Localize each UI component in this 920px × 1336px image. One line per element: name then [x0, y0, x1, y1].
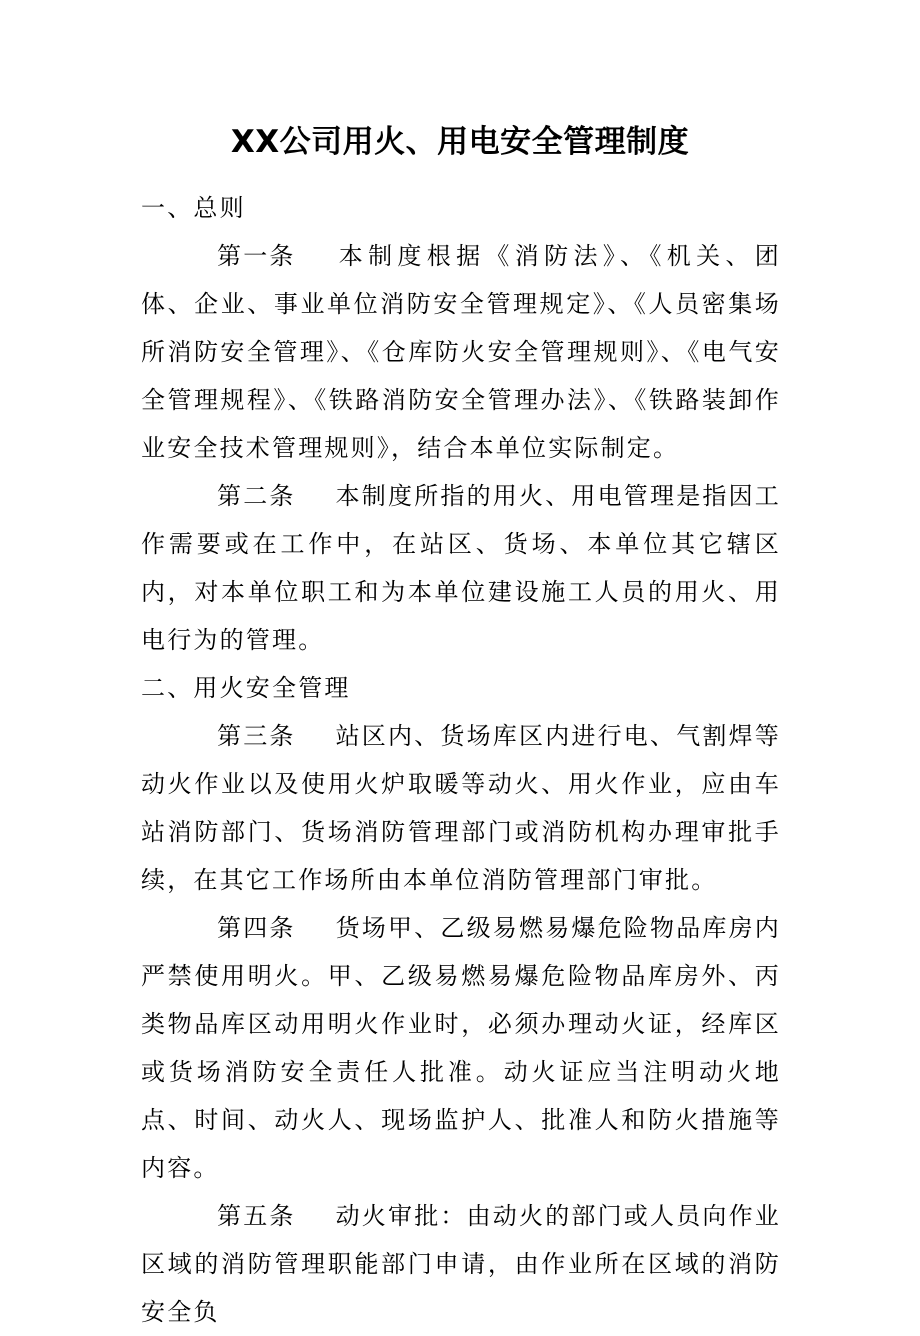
section-heading-general: 一、总则 — [141, 194, 246, 222]
article-text: 本制度所指的用火、用电管理是指因工作需要或在工作中，在站区、货场、本单位其它辖区内，对本单位职工和为本单位建设施工人员的用火、用电行为的管理。 — [141, 482, 782, 654]
document-body — [141, 184, 781, 1336]
article-1 — [141, 232, 781, 472]
article-number: 第三条 — [217, 722, 296, 750]
article-number: 第二条 — [217, 482, 296, 510]
article-number: 第一条 — [217, 242, 296, 270]
article-text: 动火审批：由动火的部门或人员向作业区域的消防管理职能部门申请，由作业所在区域的消防安全负 — [141, 1202, 782, 1326]
article-text: 站区内、货场库区内进行电、气割焊等动火作业以及使用火炉取暖等动火、用火作业，应由车站消防部门、货场消防管理部门或消防机构办理审批手续，在其它工作场所由本单位消防管理部门审批。 — [141, 722, 782, 894]
article-5 — [141, 1192, 781, 1336]
article-text: 本制度根据《消防法》、《机关、团体、企业、事业单位消防安全管理规定》、《人员密集场所消防安全管理》、《仓库防火安全管理规则》、《电气安全管理规程》、《铁路消防安全管理办法》、《铁路装卸作业安全技术管理规则》，结合本单位实际制定。 — [141, 242, 781, 462]
article-number: 第四条 — [217, 914, 296, 942]
article-2 — [141, 472, 781, 664]
document-title: XX公司用火、用电安全管理制度 — [230, 124, 690, 160]
article-3 — [141, 712, 781, 904]
article-number: 第五条 — [217, 1202, 296, 1230]
article-text: 货场甲、乙级易燃易爆危险物品库房内严禁使用明火。甲、乙级易燃易爆危险物品库房外、丙类物品库区动用明火作业时，必须办理动火证，经库区或货场消防安全责任人批准。动火证应当注明动火地点、时间、动火人、现场监护人、批准人和防火措施等内容。 — [141, 914, 782, 1182]
article-4 — [141, 904, 781, 1192]
section-heading-fire-safety: 二、用火安全管理 — [141, 674, 351, 702]
